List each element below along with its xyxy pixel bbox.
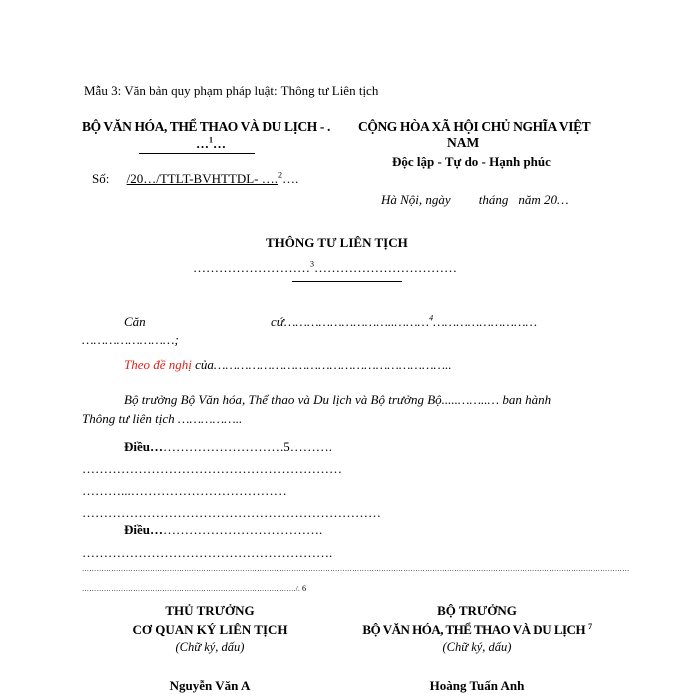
title-subject: ………………………$^3$……………………………: [193, 259, 457, 275]
article-1-line-b: ………...………………………………: [82, 483, 287, 498]
theo-de-nghi-label: Theo đề nghị: [124, 357, 192, 372]
left-signer-title: THỦ TRƯỞNG: [165, 603, 255, 618]
ministry-name: BỘ VĂN HÓA, THỂ THAO VÀ DU LỊCH - .: [82, 119, 330, 134]
tiny-dotted-line-1: ………………………………………………………………………………………………………………………………………………………………………………………………………: [82, 565, 630, 573]
footnote-ref-6: 6: [302, 584, 307, 593]
left-signer-name: Nguyễn Văn A: [169, 678, 251, 693]
national-motto: Độc lập - Tự do - Hạnh phúc: [392, 154, 551, 169]
right-signer-name: Hoàng Tuấn Anh: [429, 678, 525, 693]
country-name-cont: NAM: [447, 135, 480, 150]
so-label: Số:: [92, 171, 110, 186]
can-label: Căn: [124, 314, 146, 329]
article-1: Điều………………………….5……….: [124, 439, 332, 454]
can-cu-line: cứ………………………..………$^4$………………………: [271, 313, 538, 329]
document-title: THÔNG TƯ LIÊN TỊCH: [266, 235, 408, 250]
left-header-rule: [139, 153, 255, 154]
article-2: Điều………………………………….: [124, 522, 323, 537]
left-signer-agency: CƠ QUAN KÝ LIÊN TỊCH: [132, 622, 288, 637]
footnote-ref-4: 4: [429, 313, 434, 323]
right-signer-title: BỘ TRƯỞNG: [437, 603, 517, 618]
issuing-paragraph-line2: Thông tư liên tịch ……………..: [82, 411, 243, 426]
document-number: Số: /20…/TTLT-BVHTTDL- ….$^2$….: [92, 170, 299, 186]
right-signer-agency: BỘ VĂN HÓA, THỂ THAO VÀ DU LỊCH $^7$: [362, 621, 592, 637]
form-label: Mẫu 3: Văn bản quy phạm pháp luật: Thông tư Liên tịch: [84, 83, 379, 98]
issuing-paragraph-line1: Bộ trưởng Bộ Văn hóa, Thể thao và Du lịch và Bộ trưởng Bộ.....……..… ban hành: [124, 392, 552, 407]
article-2-line-d: ………………………………………………….: [82, 545, 333, 560]
right-signature-placeholder: (Chữ ký, dấu): [442, 640, 512, 654]
can-cu-cont: ……………………;: [82, 332, 179, 347]
footnote-ref-2: 2: [278, 170, 283, 180]
footnote-ref-1: 1: [209, 135, 213, 145]
tiny-dotted-line-2: ……………………………………………………………………………./. 6: [82, 584, 307, 593]
country-name: CỘNG HÒA XÃ HỘI CHỦ NGHĨA VIỆT: [358, 119, 591, 134]
article-1-line-a: ……………………………………………………: [82, 461, 342, 476]
theo-de-nghi-line: Theo đề nghị của……………………………………………………..: [124, 357, 452, 372]
article-2-label: Điều…: [124, 522, 163, 537]
title-rule: [292, 281, 402, 282]
footnote-ref-5: 5: [283, 439, 290, 454]
so-value: /20…/TTLT-BVHTTDL- ….: [126, 171, 279, 186]
place-date: Hà Nội, ngày tháng năm 20…: [381, 192, 569, 207]
left-signature-placeholder: (Chữ ký, dấu): [175, 640, 245, 654]
article-1-label: Điều…: [124, 439, 163, 454]
footnote-ref-3: 3: [310, 259, 314, 269]
ministry-name-cont: …$^1$…: [196, 135, 226, 151]
article-1-line-c: ……………………………………………………………: [82, 505, 381, 520]
footnote-ref-7: 7: [588, 621, 592, 631]
